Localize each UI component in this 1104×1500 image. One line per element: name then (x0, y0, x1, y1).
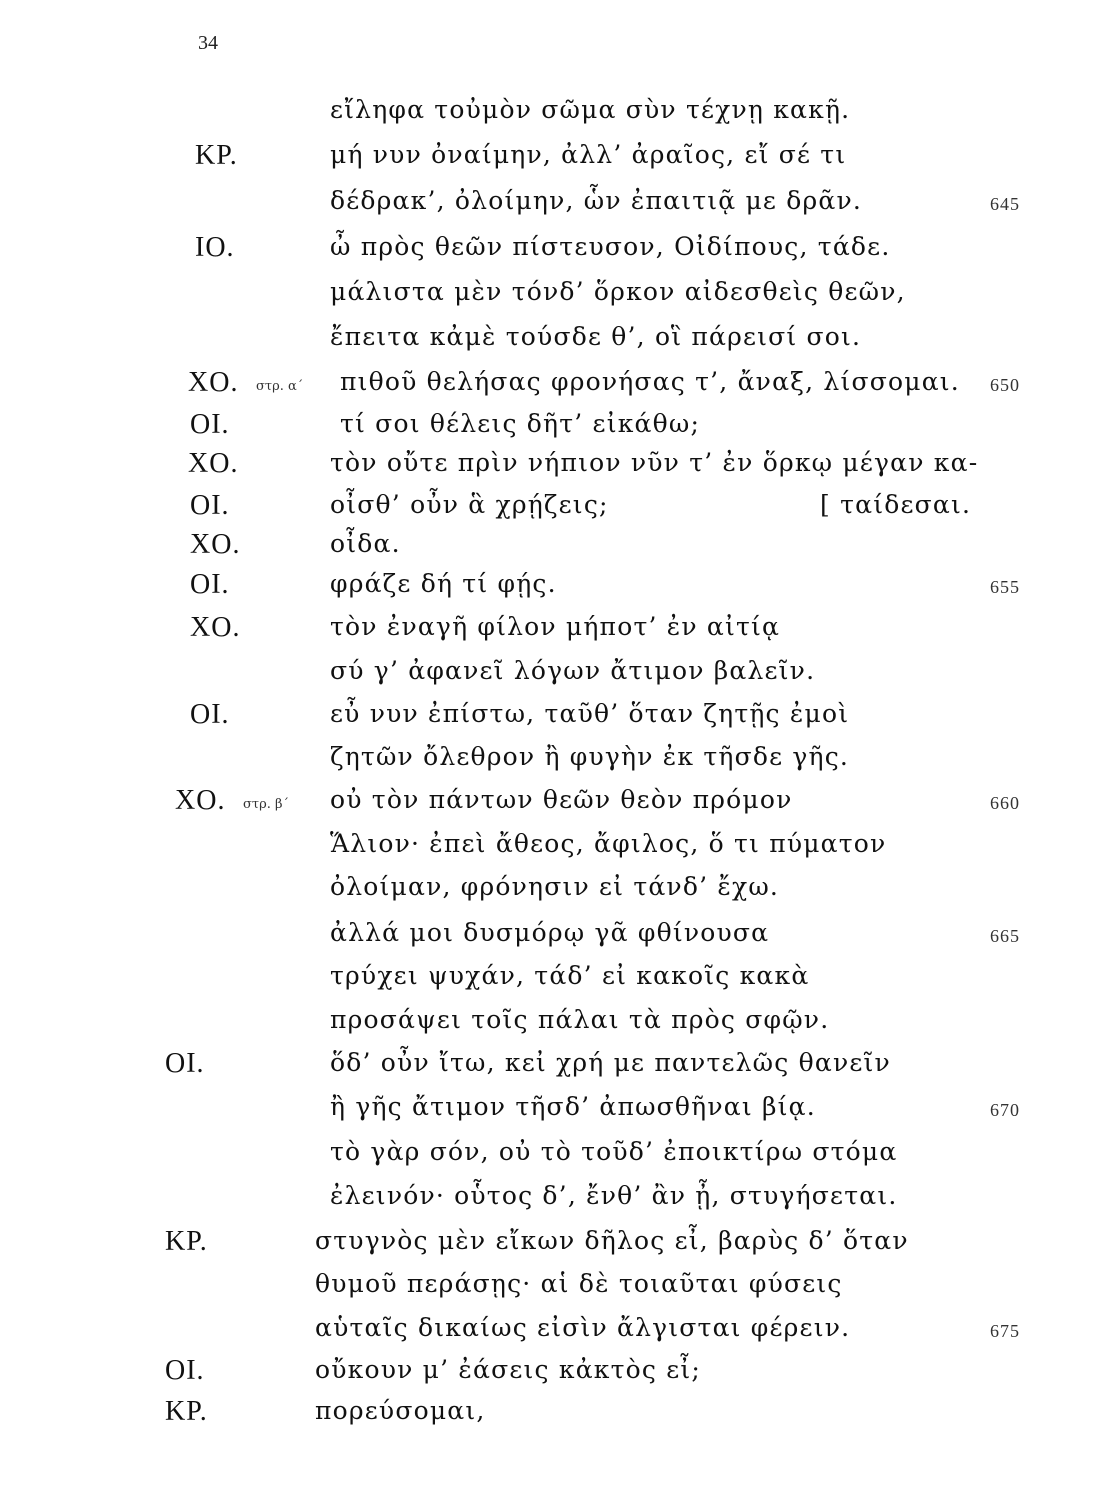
line-number: 645 (990, 194, 1020, 214)
verse-line (0, 367, 1104, 407)
verse-text: ἔπειτα κἀμὲ τούσδε θ’, οἳ πάρεισί σοι. (330, 322, 862, 351)
speaker-label: ΙΟ. (195, 232, 235, 263)
verse-text: οὔκουν μ’ ἐάσεις κἀκτὸς εἶ; (315, 1355, 702, 1384)
verse-line (0, 699, 1104, 739)
verse-text: φράζε δή τί φῄς. (330, 569, 557, 598)
verse-line (0, 872, 1104, 912)
verse-text: προσάψει τοῖς πάλαι τὰ πρὸς σφῷν. (330, 1005, 830, 1034)
speaker-label: ΟΙ. (190, 699, 230, 730)
verse-line (0, 1396, 1104, 1436)
verse-line (0, 1137, 1104, 1177)
verse-text: οἶδα. (330, 529, 401, 558)
speaker-label: ΧΟ. (190, 612, 241, 643)
verse-text: οἶσθ’ οὖν ἃ χρῄζεις; (330, 490, 609, 519)
verse-text: πορεύσομαι, (315, 1396, 486, 1425)
line-number: 670 (990, 1100, 1020, 1120)
verse-line (0, 1092, 1104, 1132)
verse-line (0, 569, 1104, 609)
verse-text: τί σοι θέλεις δῆτ’ εἰκάθω; (340, 409, 701, 438)
verse-line (0, 1355, 1104, 1395)
verse-line (0, 1226, 1104, 1266)
line-number: 650 (990, 375, 1020, 395)
verse-text: τὸν ἐναγῆ φίλον μήποτ’ ἐν αἰτίᾳ (330, 612, 781, 641)
verse-line (0, 140, 1104, 180)
speaker-label: ΚΡ. (195, 140, 238, 171)
line-number: 665 (990, 926, 1020, 946)
verse-line (0, 529, 1104, 569)
verse-line (0, 961, 1104, 1001)
strophe-marker: στρ. α΄ (256, 379, 304, 394)
verse-line (0, 1048, 1104, 1088)
page-number: 34 (198, 32, 218, 54)
verse-line (0, 490, 1104, 530)
verse-text: εἴληφα τοὐμὸν σῶμα σὺν τέχνῃ κακῇ. (330, 95, 851, 124)
verse-text: ἢ γῆς ἄτιμον τῆσδ’ ἀπωσθῆναι βίᾳ. (330, 1092, 816, 1121)
verse-text: ὅδ’ οὖν ἴτω, κεἰ χρή με παντελῶς θανεῖν (330, 1048, 891, 1077)
verse-line (0, 742, 1104, 782)
verse-text: αὑταῖς δικαίως εἰσὶν ἄλγισται φέρειν. (315, 1313, 851, 1342)
line-number: 660 (990, 793, 1020, 813)
speaker-label: ΧΟ. (190, 529, 241, 560)
verse-line (0, 1005, 1104, 1045)
speaker-label: ΧΟ. (188, 367, 239, 398)
verse-text: ζητῶν ὄλεθρον ἢ φυγὴν ἐκ τῆσδε γῆς. (330, 742, 850, 771)
verse-text: τὸ γὰρ σόν, οὐ τὸ τοῦδ’ ἐποικτίρω στόμα (330, 1137, 898, 1166)
verse-line (0, 277, 1104, 317)
verse-continuation: [ ταίδεσαι. (820, 490, 972, 519)
verse-line (0, 1269, 1104, 1309)
verse-text: ἐλεινόν· οὗτος δ’, ἔνθ’ ἂν ᾖ, στυγήσεται. (330, 1181, 898, 1210)
verse-text: μάλιστα μὲν τόνδ’ ὅρκον αἰδεσθεὶς θεῶν, (330, 277, 906, 306)
verse-text: ἀλλά μοι δυσμόρῳ γᾶ φθίνουσα (330, 918, 770, 947)
verse-line (0, 186, 1104, 226)
strophe-marker: στρ. β΄ (243, 797, 289, 812)
verse-line (0, 322, 1104, 362)
line-number: 655 (990, 577, 1020, 597)
speaker-label: ΟΙ. (165, 1048, 205, 1079)
verse-text: ὦ πρὸς θεῶν πίστευσον, Οἰδίπους, τάδε. (330, 232, 891, 261)
verse-text: πιθοῦ θελήσας φρονήσας τ’, ἄναξ, λίσσομαι. (340, 367, 960, 396)
verse-text: εὖ νυν ἐπίστω, ταῦθ’ ὅταν ζητῇς ἐμοὶ (330, 699, 850, 728)
verse-line (0, 232, 1104, 272)
verse-line (0, 829, 1104, 869)
speaker-label: ΟΙ. (190, 409, 230, 440)
speaker-label: ΟΙ. (165, 1355, 205, 1386)
verse-line (0, 656, 1104, 696)
verse-text: θυμοῦ περάσῃς· αἱ δὲ τοιαῦται φύσεις (315, 1269, 843, 1298)
verse-line (0, 1181, 1104, 1221)
speaker-label: ΧΟ. (175, 785, 226, 816)
verse-line (0, 409, 1104, 449)
verse-text: δέδρακ’, ὀλοίμην, ὧν ἐπαιτιᾷ με δρᾶν. (330, 186, 863, 215)
verse-text: Ἅλιον· ἐπεὶ ἄθεος, ἄφιλος, ὅ τι πύματον (330, 829, 887, 858)
verse-line (0, 612, 1104, 652)
verse-text: τὸν οὔτε πρὶν νήπιον νῦν τ’ ἐν ὅρκῳ μέγαν κα- (330, 448, 979, 477)
line-number: 675 (990, 1321, 1020, 1341)
speaker-label: ΟΙ. (190, 490, 230, 521)
verse-text: μή νυν ὀναίμην, ἀλλ’ ἀραῖος, εἴ σέ τι (330, 140, 847, 169)
speaker-label: ΧΟ. (188, 448, 239, 479)
verse-line (0, 95, 1104, 135)
verse-text: οὐ τὸν πάντων θεῶν θεὸν πρόμον (330, 785, 793, 814)
verse-text: σύ γ’ ἀφανεῖ λόγων ἄτιμον βαλεῖν. (330, 656, 816, 685)
verse-line (0, 448, 1104, 488)
speaker-label: ΚΡ. (165, 1226, 208, 1257)
verse-line (0, 1313, 1104, 1353)
verse-text: τρύχει ψυχάν, τάδ’ εἰ κακοῖς κακὰ (330, 961, 810, 990)
verse-line (0, 918, 1104, 958)
speaker-label: ΚΡ. (165, 1396, 208, 1427)
verse-line (0, 785, 1104, 825)
verse-text: στυγνὸς μὲν εἴκων δῆλος εἶ, βαρὺς δ’ ὅταν (315, 1226, 909, 1255)
speaker-label: ΟΙ. (190, 569, 230, 600)
verse-text: ὀλοίμαν, φρόνησιν εἰ τάνδ’ ἔχω. (330, 872, 780, 901)
